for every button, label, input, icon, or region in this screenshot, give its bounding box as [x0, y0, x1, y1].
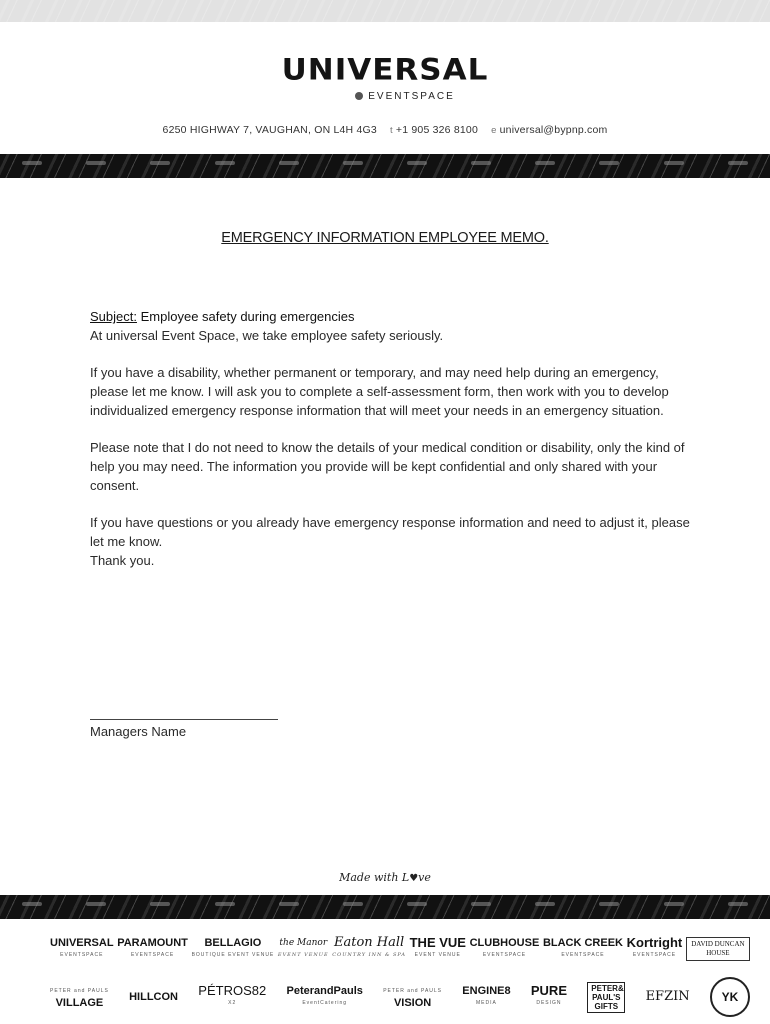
brand-logo: CLUBHOUSE EVENTSPACE: [469, 937, 540, 958]
brand-logos-row-2: [50, 977, 750, 1017]
brand-logo: DAVID DUNCAN HOUSE: [686, 937, 750, 961]
brand-logo: PARAMOUNT EVENTSPACE: [117, 937, 188, 958]
brand-logo: PÉTROS82 X2: [198, 983, 267, 1006]
confidentiality-paragraph: Please note that I do not need to know the details of your medical condition or disability, only the kind of help you may need. The information you provide will be kept confidential and only shared with your consent.: [90, 440, 685, 493]
brand-logo: PeterandPauls EventCatering: [286, 985, 363, 1006]
closing-text: Thank you.: [90, 553, 155, 568]
universal-logo: [0, 53, 770, 105]
brand-logo: ENGINE8 MEDIA: [462, 985, 511, 1006]
contact-line: [0, 124, 770, 136]
phone-text: +1 905 326 8100: [395, 124, 478, 136]
brand-logo: UNIVERSAL EVENTSPACE: [50, 937, 114, 958]
made-text: Made with L: [339, 871, 410, 884]
decorative-band-top: [0, 154, 770, 178]
brand-logo: YK: [710, 977, 750, 1017]
logo-subline: [355, 91, 455, 102]
made-with-love: [0, 871, 770, 884]
logo-dot-icon: [355, 92, 363, 100]
brand-logo: PURE DESIGN: [530, 983, 567, 1006]
brand-logo: PETER and PAULS VILLAGE: [50, 988, 109, 1009]
subject-text: Employee safety during emergencies: [140, 309, 355, 324]
address-text: 6250 HIGHWAY 7, VAUGHAN, ON L4H 4G3: [162, 124, 377, 136]
brand-logo: the Manor EVENT VENUE: [277, 938, 329, 958]
questions-paragraph: If you have questions or you already have emergency response information and need to adjust it, please let me know.: [90, 515, 690, 549]
header-pattern-band: [0, 0, 770, 22]
phone-label: t: [390, 125, 393, 136]
subject-line: [90, 307, 690, 326]
brand-logo: PETER& PAUL'S GIFTS: [587, 982, 625, 1013]
brand-logo: HILLCON: [129, 991, 178, 1003]
intro-paragraph: At universal Event Space, we take employee safety seriously.: [90, 328, 444, 343]
email-text: universal@bypnp.com: [499, 124, 608, 136]
band-tags: [0, 161, 770, 165]
brand-logo: PETER and PAULS VISION: [383, 988, 443, 1009]
email-label: e: [491, 125, 497, 136]
subject-label: Subject:: [90, 309, 137, 324]
logo-wordmark: UNIVERSAL: [281, 52, 489, 88]
memo-body: [90, 307, 690, 570]
brand-logo: Kortright EVENTSPACE: [626, 935, 683, 958]
disability-paragraph: If you have a disability, whether permanent or temporary, and may need help during an emergency, please let me know. I will ask you to complete a self-assessment form, then work with you to develop individualized emergency response information that will meet your needs in an emergency situation.: [90, 365, 669, 418]
memo-title: EMERGENCY INFORMATION EMPLOYEE MEMO.: [221, 230, 549, 246]
brand-logo: BELLAGIO BOUTIQUE EVENT VENUE: [191, 937, 275, 958]
brand-logo: Eaton Hall COUNTRY INN & SPA: [332, 935, 406, 958]
heart-icon: ♥: [409, 873, 419, 884]
brand-logo: THE VUE EVENT VENUE: [409, 935, 466, 958]
brand-logos-row-1: [50, 937, 750, 961]
signature-line: [90, 719, 278, 720]
decorative-band-bottom: [0, 895, 770, 919]
brand-logo: EFZIN: [645, 989, 690, 1004]
logo-sub: EVENTSPACE: [368, 90, 455, 102]
brand-logo: BLACK CREEK EVENTSPACE: [542, 937, 623, 958]
band-tags-bottom: [0, 902, 770, 906]
made-text-end: ve: [418, 871, 431, 884]
signature-label: Managers Name: [90, 724, 187, 739]
